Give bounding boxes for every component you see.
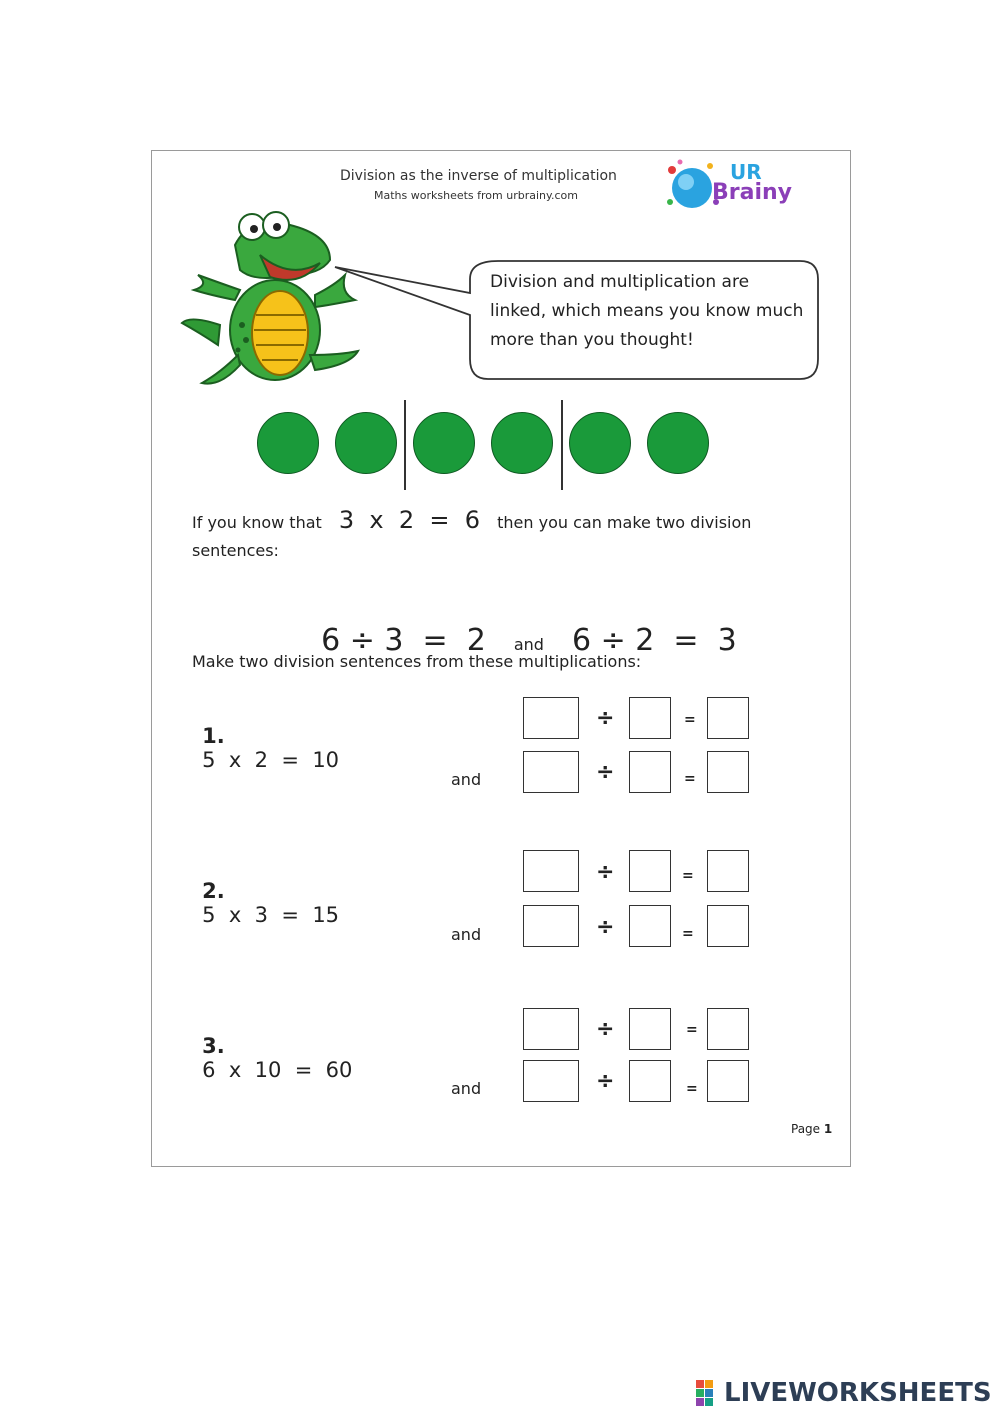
worksheet-subtitle: Maths worksheets from urbrainy.com: [374, 189, 578, 202]
and-label: and: [451, 1079, 482, 1098]
speech-bubble-text: Division and multiplication are linked, which means you know much more than you thought!: [490, 272, 804, 350]
answer-box[interactable]: [629, 697, 671, 739]
answer-box[interactable]: [707, 905, 749, 947]
answer-box[interactable]: [707, 697, 749, 739]
divide-sign: ÷: [596, 1017, 615, 1042]
example-division-sentences: [302, 588, 737, 658]
worksheet-title: Division as the inverse of multiplication: [340, 168, 617, 184]
divide-sign: ÷: [596, 760, 615, 785]
liveworksheets-brand: LIVEWORKSHEETS: [724, 1378, 992, 1408]
equals-sign: =: [682, 868, 694, 884]
page-number: Page 1: [791, 1122, 833, 1136]
equals-sign: =: [684, 712, 696, 728]
divide-sign: ÷: [596, 1069, 615, 1094]
equals-sign: =: [686, 1022, 698, 1038]
question-1: 1. 5 x 2 = 10: [202, 724, 340, 772]
counter-circle: [647, 412, 709, 474]
counter-circle: [413, 412, 475, 474]
divide-sign: ÷: [596, 860, 615, 885]
example-left: 6 ÷ 3 = 2: [321, 623, 486, 658]
answer-box[interactable]: [523, 1060, 579, 1102]
counter-circle: [491, 412, 553, 474]
equals-sign: =: [682, 926, 694, 942]
example-connector: and: [513, 635, 544, 654]
intro-paragraph: If you know that 3 x 2 = 6 then you can make two division sentences:: [192, 506, 752, 560]
answer-box[interactable]: [523, 1008, 579, 1050]
answer-box[interactable]: [629, 751, 671, 793]
answer-box[interactable]: [707, 850, 749, 892]
divide-sign: ÷: [596, 706, 615, 731]
answer-box[interactable]: [523, 697, 579, 739]
equals-sign: =: [684, 771, 696, 787]
question-3: 3. 6 x 10 = 60: [202, 1034, 353, 1082]
answer-box[interactable]: [629, 850, 671, 892]
equals-sign: =: [686, 1081, 698, 1097]
and-label: and: [451, 925, 482, 944]
liveworksheets-logo-icon: [696, 1380, 722, 1410]
answer-box[interactable]: [629, 1060, 671, 1102]
counter-circle: [569, 412, 631, 474]
divide-sign: ÷: [596, 915, 615, 940]
answer-box[interactable]: [523, 751, 579, 793]
example-right: 6 ÷ 2 = 3: [571, 623, 737, 658]
counter-circle: [257, 412, 319, 474]
answer-box[interactable]: [707, 751, 749, 793]
answer-box[interactable]: [707, 1008, 749, 1050]
counter-circle: [335, 412, 397, 474]
answer-box[interactable]: [523, 850, 579, 892]
instruction-text: Make two division sentences from these multiplications:: [192, 652, 642, 671]
question-2: 2. 5 x 3 = 15: [202, 879, 340, 927]
answer-box[interactable]: [629, 1008, 671, 1050]
group-divider: [561, 400, 563, 490]
answer-box[interactable]: [629, 905, 671, 947]
urbrainy-logo: UR Brainy: [664, 158, 814, 214]
answer-box[interactable]: [523, 905, 579, 947]
intro-equation: 3 x 2 = 6: [338, 506, 481, 534]
answer-box[interactable]: [707, 1060, 749, 1102]
and-label: and: [451, 770, 482, 789]
group-divider: [404, 400, 406, 490]
